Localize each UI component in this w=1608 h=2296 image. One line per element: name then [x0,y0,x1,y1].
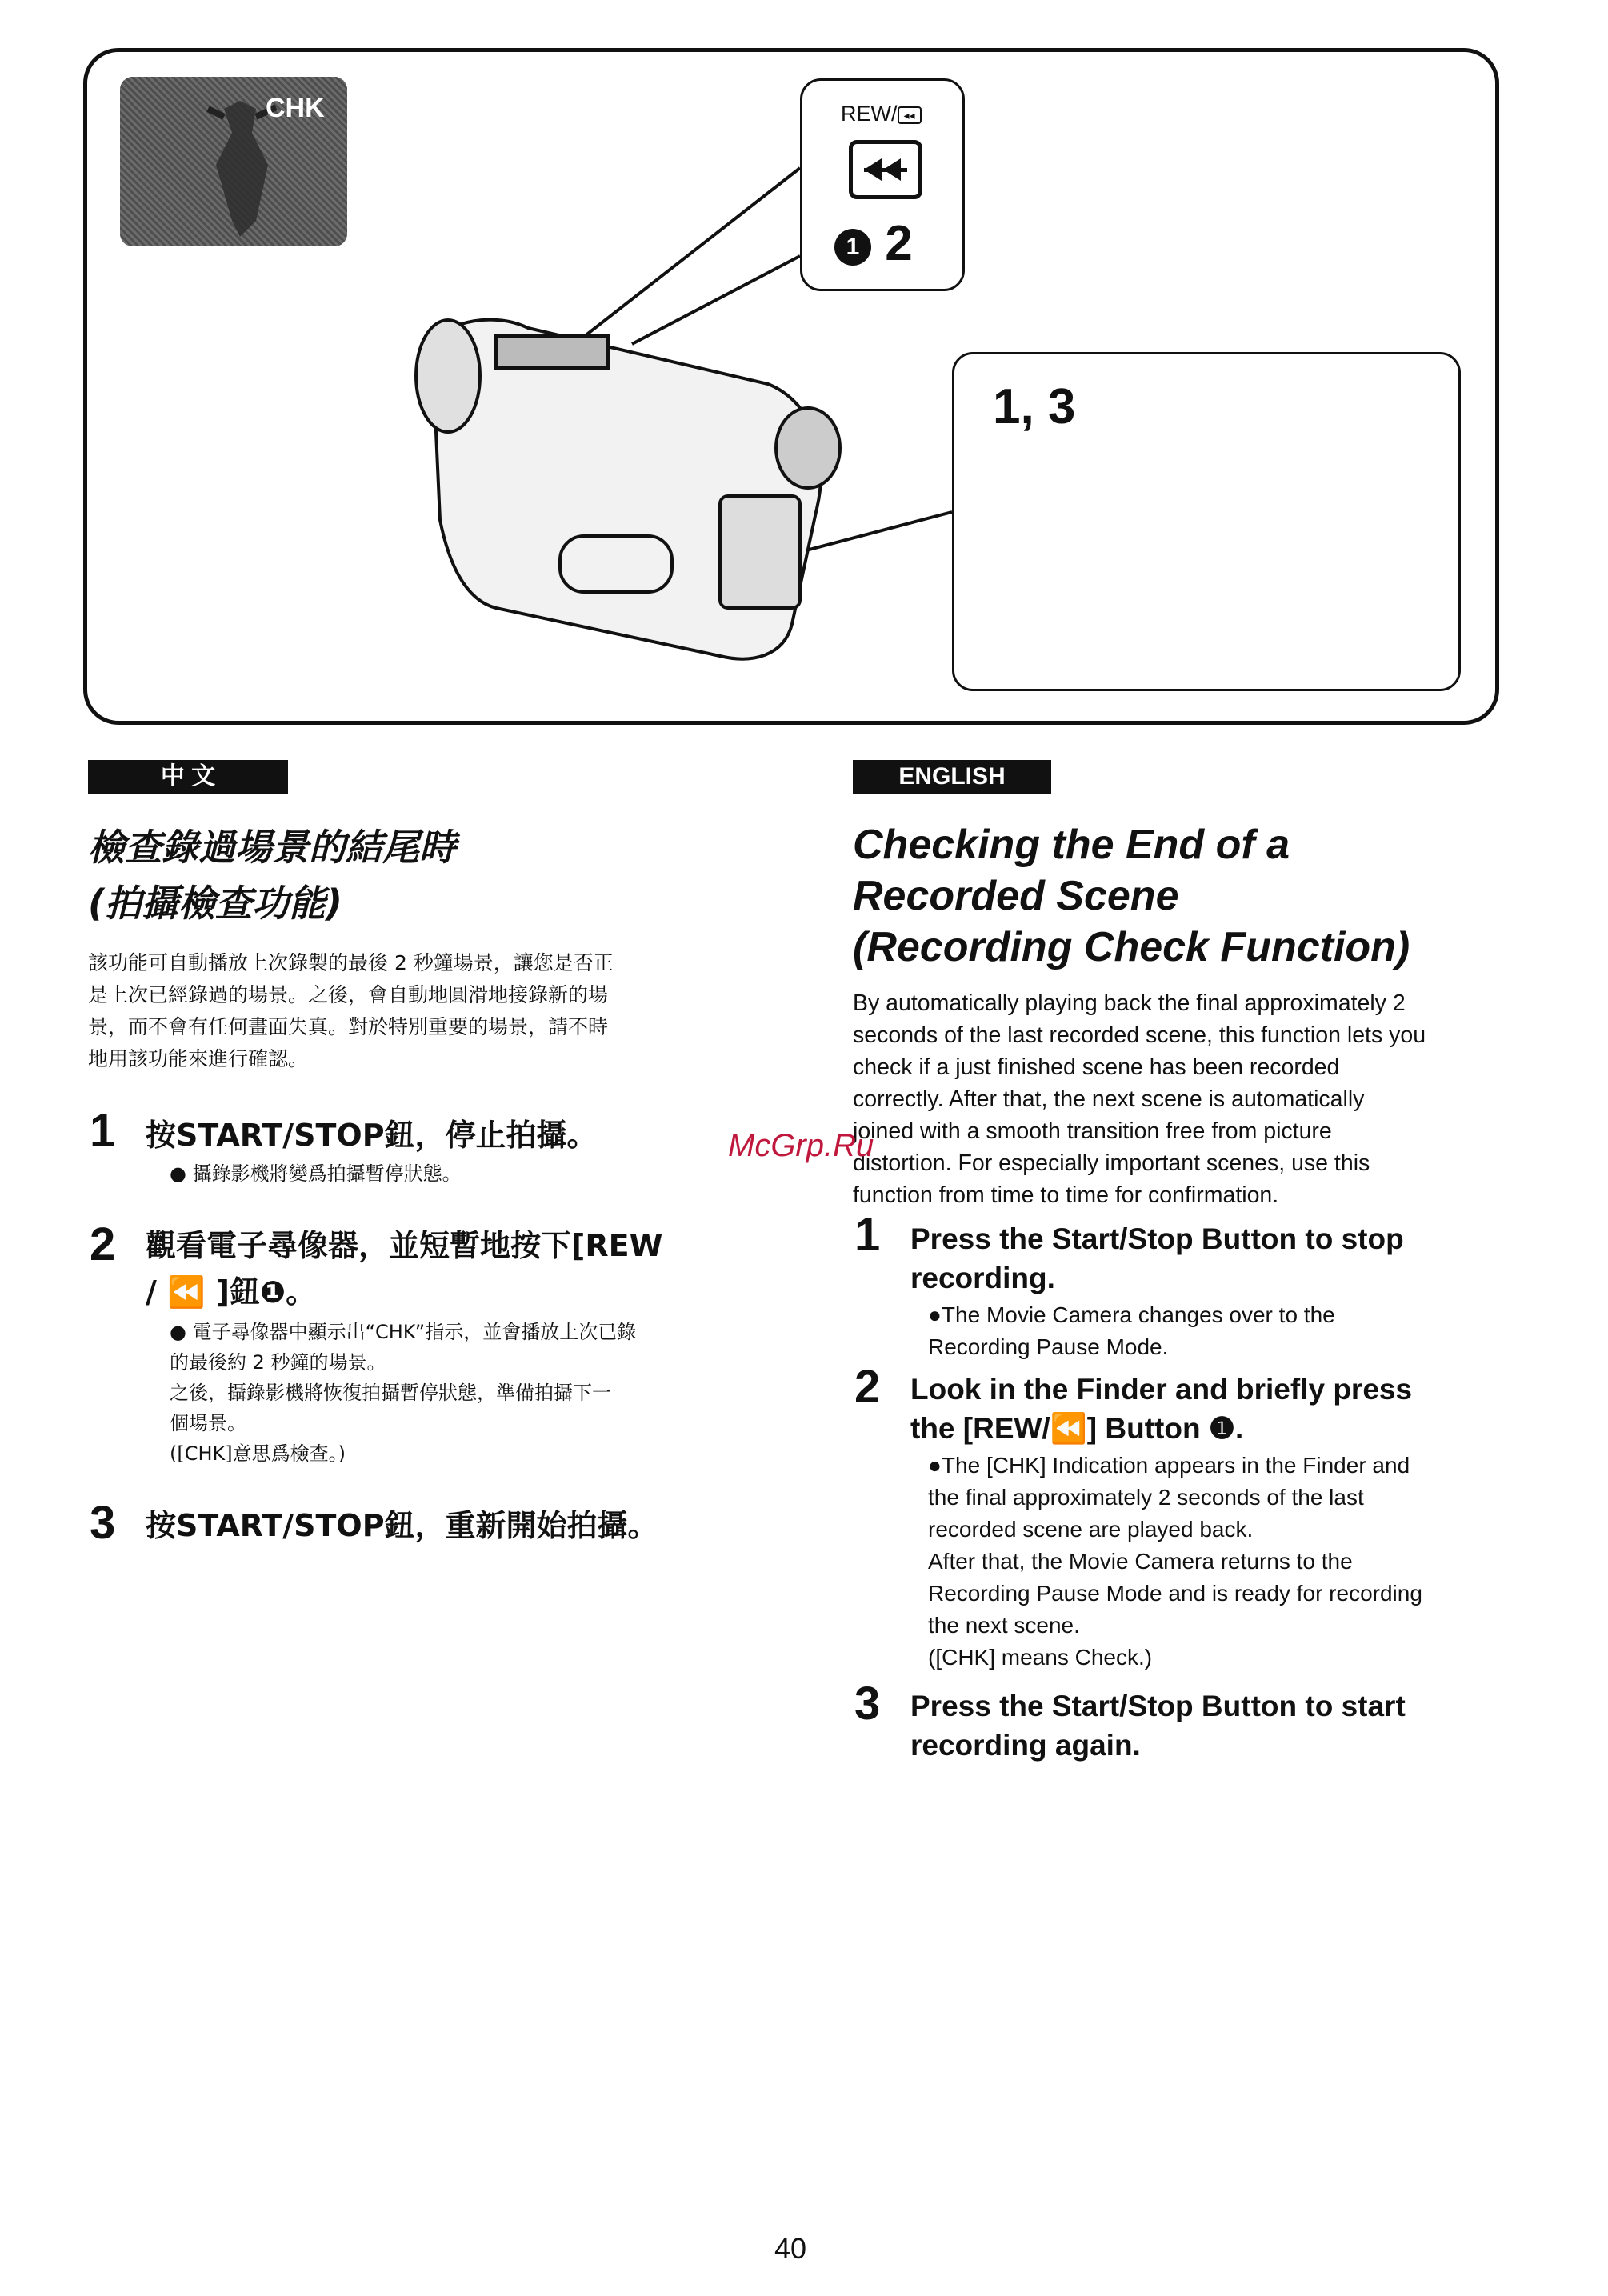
chinese-title [88,819,808,931]
chinese-title-line1: 檢查錄過場景的結尾時 [88,826,456,869]
rew-label-text: REW/ [841,102,898,126]
chinese-step-title: 按START/STOP鈕，停止拍攝。 [146,1118,598,1153]
chinese-intro [88,947,744,1075]
chinese-step-title [146,1222,754,1315]
rewind-small-icon: ◂◂ [898,106,922,124]
chinese-step-title: 按START/STOP鈕，重新開始拍攝。 [146,1508,658,1543]
english-note-line: Recording Pause Mode and is ready for recording [928,1581,1422,1606]
chinese-note-line: 的最後約 2 秒鐘的場景。 [170,1351,386,1374]
english-intro-line: seconds of the last recorded scene, this function lets you [853,1022,1426,1048]
chinese-intro-line: 景，而不會有任何畫面失真。對於特別重要的場景，請不時 [88,1015,609,1038]
english-note-line: ●The Movie Camera changes over to the [928,1302,1335,1327]
english-step-title-line: Press the Start/Stop Button to stop [910,1222,1404,1255]
chinese-step-title-line1: 觀看電子尋像器，並短暫地按下[REW [146,1228,663,1263]
english-step-title [910,1219,1502,1298]
english-step-title [910,1686,1502,1765]
english-note-line: ●The [CHK] Indication appears in the Finder and [928,1453,1410,1478]
english-intro-line: correctly. After that, the next scene is automatically [853,1086,1365,1112]
english-note-line: After that, the Movie Camera returns to the [928,1549,1353,1574]
chinese-step-note [170,1158,746,1189]
chinese-title-line2: (拍攝檢查功能) [88,882,343,925]
english-intro-line: check if a just finished scene has been recorded [853,1054,1340,1080]
chinese-intro-line: 該功能可自動播放上次錄製的最後 2 秒鐘場景，讓您是否正 [88,951,614,974]
english-step-note [928,1299,1504,1363]
english-note-line: the final approximately 2 seconds of the last [928,1485,1364,1510]
chinese-intro-line: 是上次已經錄過的場景。之後，會自動地圓滑地接錄新的場 [88,983,609,1006]
english-intro [853,987,1493,1211]
chk-indicator: CHK [266,93,325,123]
english-note-line: recorded scene are played back. [928,1517,1254,1542]
chinese-step-number: 3 [90,1497,116,1549]
english-intro-line: By automatically playing back the final approximately 2 [853,990,1406,1016]
english-title [853,819,1557,973]
chinese-section-tag: 中 文 [88,760,288,794]
english-step-number: 3 [854,1678,881,1730]
chinese-note-line: ([CHK]意思爲檢查。) [170,1442,346,1465]
watermark: McGrp.Ru [728,1128,874,1163]
chinese-note-line: 個場景。 [170,1412,246,1434]
english-step-title [910,1370,1502,1448]
english-note-line: the next scene. [928,1613,1080,1638]
english-step-number: 2 [854,1361,881,1413]
callout-step-number: 2 [885,216,913,271]
english-title-line: Recorded Scene [853,873,1179,919]
chinese-step-number: 2 [90,1218,116,1270]
chinese-note-line: 之後，攝錄影機將恢復拍攝暫停狀態，準備拍攝下一 [170,1382,611,1404]
english-step-title-line: recording. [910,1262,1055,1294]
english-intro-line: joined with a smooth transition free from picture [853,1118,1332,1144]
chinese-step-number: 1 [90,1105,116,1157]
chinese-step-note [170,1317,746,1469]
english-section-tag: ENGLISH [853,760,1051,794]
chinese-intro-line: 地用該功能來進行確認。 [88,1047,309,1070]
english-note-line: Recording Pause Mode. [928,1334,1169,1359]
chinese-note-line: ● 攝錄影機將變爲拍攝暫停狀態。 [170,1162,462,1185]
chinese-note-line: ● 電子尋像器中顯示出“CHK”指示，並會播放上次已錄 [170,1321,637,1343]
english-title-line: (Recording Check Function) [853,924,1410,970]
english-title-line: Checking the End of a [853,822,1290,868]
english-intro-line: distortion. For especially important scenes, use this [853,1150,1370,1176]
hand-callout-steps: 1, 3 [993,379,1076,434]
english-intro-line: function from time to time for confirmation. [853,1182,1279,1208]
page-number: 40 [774,2232,807,2265]
english-note-line: ([CHK] means Check.) [928,1645,1153,1670]
english-step-note [928,1450,1504,1674]
english-step-title-line: recording again. [910,1729,1141,1762]
english-step-title-line: the [REW/⏪] Button ❶. [910,1412,1244,1445]
english-step-number: 1 [854,1209,881,1261]
english-step-title-line: Press the Start/Stop Button to start [910,1690,1406,1722]
english-step-title-line: Look in the Finder and briefly press [910,1373,1413,1406]
chinese-step-title-line2: / ⏪ ]鈕❶。 [146,1274,317,1310]
hand-operation-callout [952,352,1461,691]
step-marker-icon: 1 [834,229,871,266]
